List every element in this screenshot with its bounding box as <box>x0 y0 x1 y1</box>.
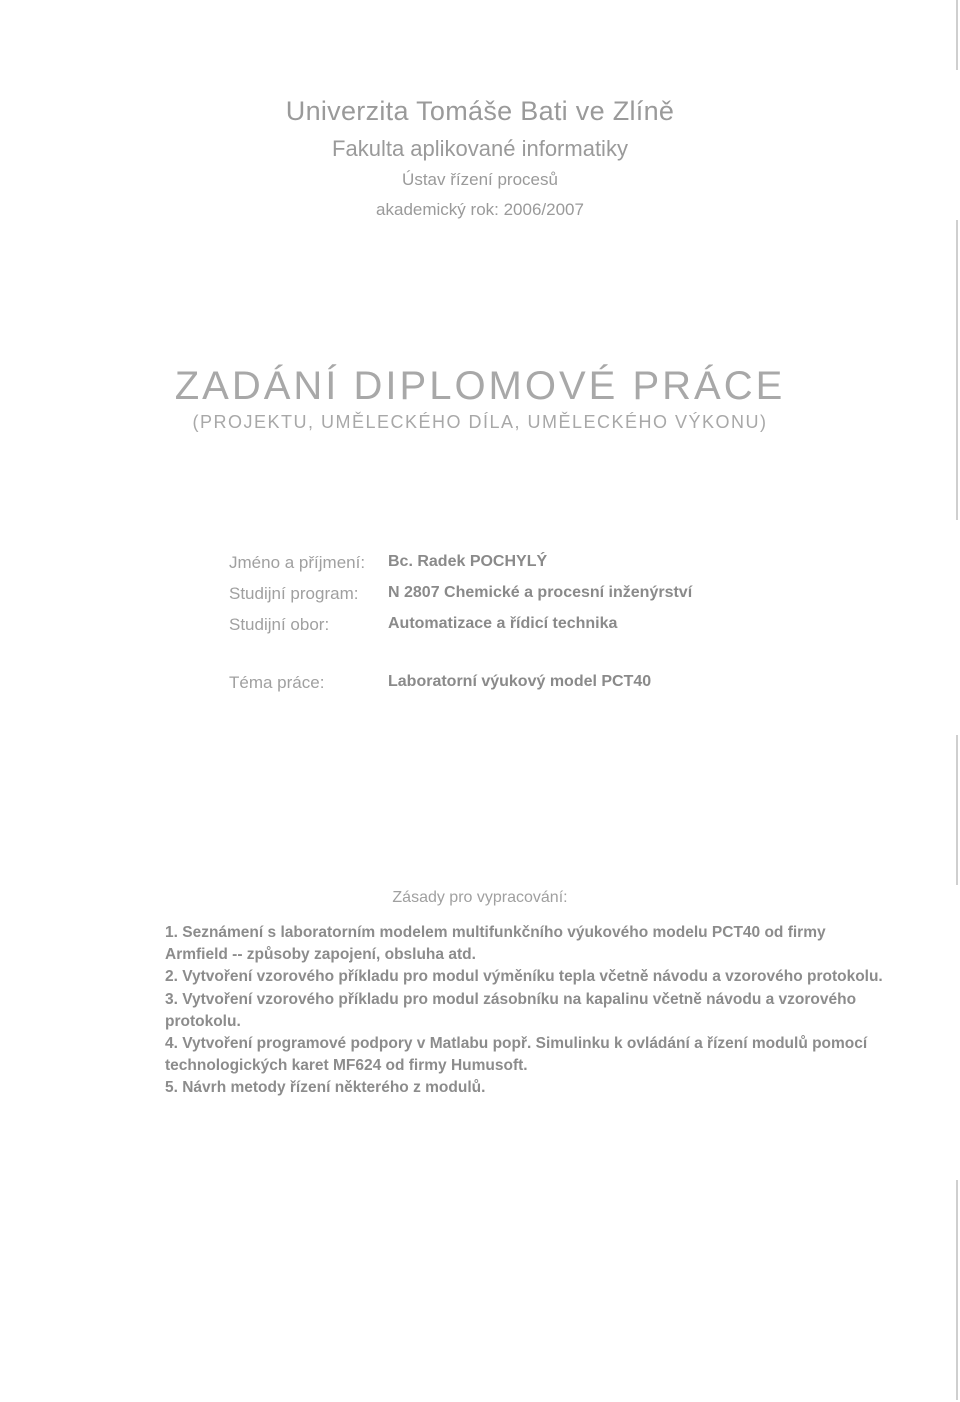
program-value: N 2807 Chemické a procesní inženýrství <box>388 584 693 601</box>
scan-edge-mark <box>956 0 958 70</box>
topic-row <box>0 673 960 697</box>
document-title: ZADÁNÍ DIPLOMOVÉ PRÁCE <box>174 364 786 408</box>
academic-year: akademický rok: 2006/2007 <box>376 200 584 219</box>
principles-list <box>165 922 885 1100</box>
principle-item: 4. Vytvoření programové podpory v Matlabu popř. Simulinku k ovládání a řízení modulů pomocí technologických karet MF624 od firmy Humusoft. <box>165 1035 868 1075</box>
institute-name: Ústav řízení procesů <box>402 170 558 189</box>
topic-value: Laboratorní výukový model PCT40 <box>388 673 652 690</box>
principle-item: 5. Návrh metody řízení některého z modulů. <box>165 1079 486 1097</box>
principle-item: 3. Vytvoření vzorového příkladu pro modul zásobníku na kapalinu včetně návodu a vzorového protokolu. <box>165 990 857 1030</box>
principles-heading: Zásady pro vypracování: <box>392 889 568 906</box>
faculty-name: Fakulta aplikované informatiky <box>332 136 628 161</box>
scan-edge-mark <box>956 1180 958 1400</box>
name-row <box>0 553 960 577</box>
name-value: Bc. Radek POCHYLÝ <box>388 553 548 570</box>
field-value: Automatizace a řídicí technika <box>388 615 618 632</box>
principle-item: 2. Vytvoření vzorového příkladu pro modul výměníku tepla včetně návodu a vzorového protokolu. <box>165 968 883 986</box>
program-row <box>0 584 960 608</box>
university-name: Univerzita Tomáše Bati ve Zlíně <box>285 96 675 126</box>
scan-edge-mark <box>956 735 958 885</box>
name-label: Jméno a příjmení: <box>229 553 366 572</box>
topic-label: Téma práce: <box>229 673 325 692</box>
document-subtitle: (PROJEKTU, UMĚLECKÉHO DÍLA, UMĚLECKÉHO VÝKONU) <box>192 412 768 432</box>
field-row <box>0 615 960 639</box>
program-label: Studijní program: <box>229 584 359 603</box>
principle-item: 1. Seznámení s laboratorním modelem multifunkčního výukového modelu PCT40 od firmy Armfield -- způsoby zapojení, obsluha atd. <box>165 924 826 964</box>
field-label: Studijní obor: <box>229 615 330 634</box>
